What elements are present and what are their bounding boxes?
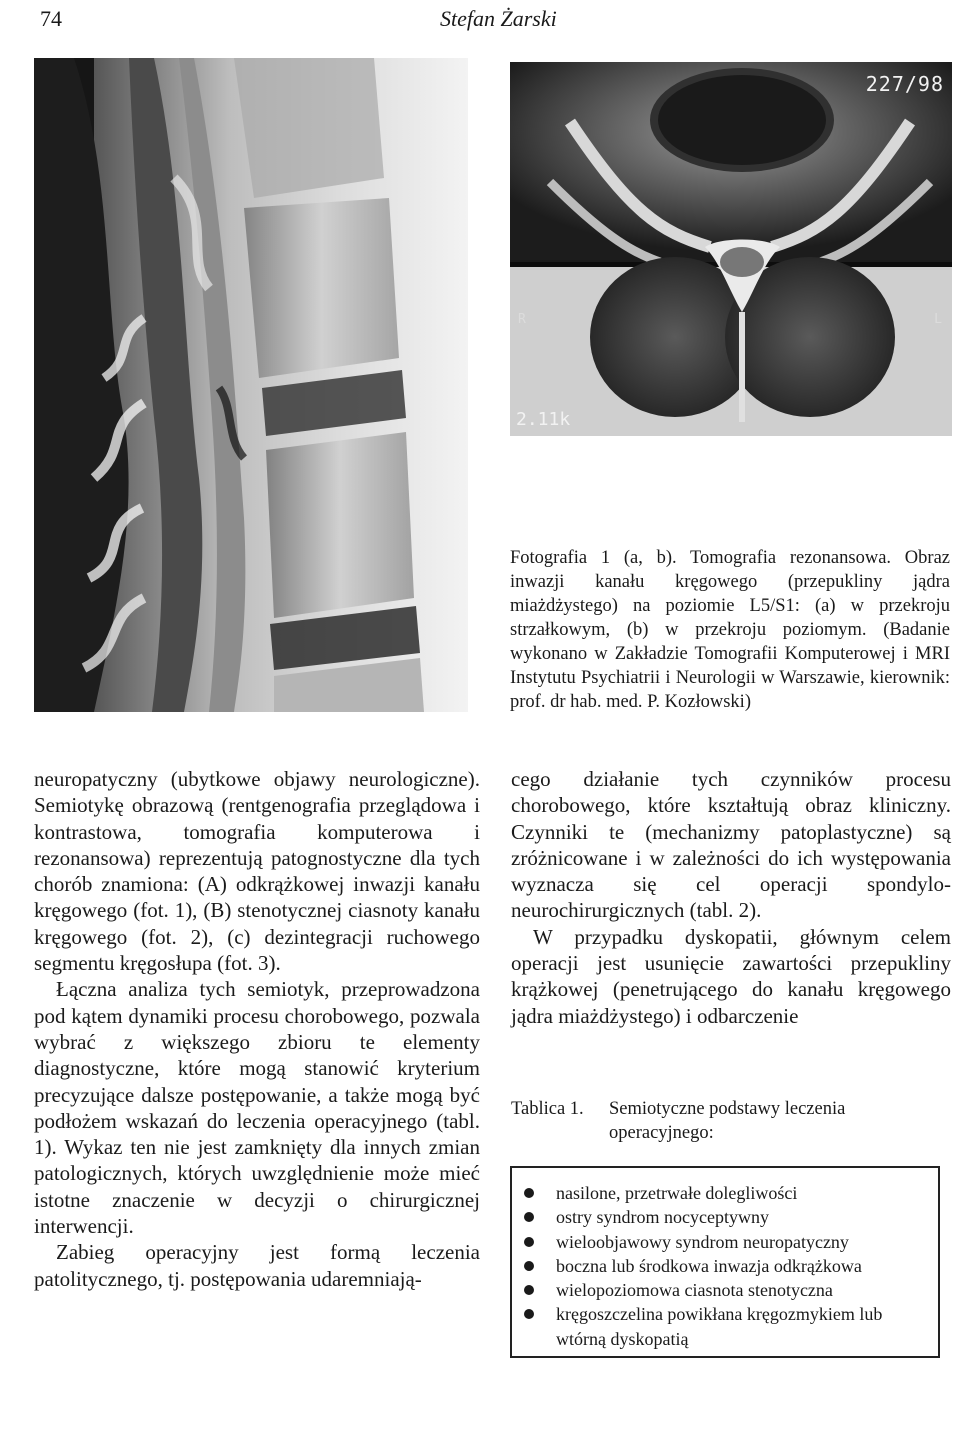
table-label: Tablica 1.	[511, 1099, 584, 1119]
bullet-icon	[524, 1285, 534, 1295]
table-caption	[511, 1097, 951, 1145]
list-item-text: nasilone, przetrwałe dolegliwości	[556, 1183, 798, 1203]
mri-axial-photo	[510, 62, 952, 436]
list-item-text: ostry syndrom nocyceptywny	[556, 1207, 769, 1228]
mri-axial-left-marker: L	[934, 312, 942, 327]
running-header-author: Stefan Żarski	[440, 6, 557, 31]
paragraph: neuropatyczny (ubytkowe objawy neurologiczne). Semiotykę obrazową (rentgenografia przeglądowa i kontrastowa, tomografia komputerowa i rezonansowa) reprezentują patognostyczne dla tych chorób znamiona: (A) odkrążkowej inwazji kanału kręgowego (fot. 1), (B) stenotycznej ciasnoty kanału kręgowego (fot. 2), (c) dezintegracji ruchowego segmentu kręgosłupa (fot. 3).	[34, 767, 480, 976]
bullet-icon	[524, 1261, 534, 1271]
list-item-text: boczna lub środkowa inwazja odkrążkowa	[556, 1255, 862, 1276]
mri-axial-scale-label: 2.11k	[516, 409, 571, 430]
bullet-icon	[524, 1188, 534, 1198]
paragraph: Zabieg operacyjny jest formą leczenia patolitycznego, tj. postępowania udaremniają-	[34, 1240, 480, 1291]
figure-caption: Fotografia 1 (a, b). Tomografia rezonansowa. Obraz inwazji kanału kręgowego (przepukliny jądra miażdżystego) na poziomie L5/S1: (a) w przekroju strzałkowym, (b) w przekroju poziomym. (Badanie wykonano w Zakładzie Tomografii Komputerowej i MRI Instytutu Psychiatrii i Neurologii w Warszawie, kierownik: prof. dr hab. med. P. Kozłowski)	[510, 548, 950, 712]
bullet-icon	[524, 1237, 534, 1247]
table-1-box	[510, 1166, 940, 1358]
paragraph: cego działanie tych czynników procesu chorobowego, które kształtują obraz kliniczny. Czynniki te (mechanizmy patoplastyczne) są zróżnicowane i w zależności do ich występowania wyznacza się cel operacji spondylo-neurochirurgicznych (tabl. 2).	[511, 767, 951, 923]
list-item-text: wieloobjawowy syndrom neuropatyczny	[556, 1231, 849, 1252]
table-1-list	[524, 1181, 928, 1351]
mri-sagittal-image	[34, 58, 468, 712]
mri-axial-image	[510, 62, 952, 436]
list-item	[524, 1181, 928, 1205]
list-item	[524, 1278, 928, 1302]
list-item-text: kręgoszczelina powikłana kręgozmykiem lub wtórną dyskopatią	[556, 1304, 883, 1349]
left-column	[34, 766, 480, 1292]
list-item	[524, 1205, 928, 1229]
table-title: Semiotyczne podstawy leczenia operacyjnego:	[609, 1099, 846, 1143]
mri-axial-id-label: 227/98	[865, 72, 944, 96]
list-item	[524, 1254, 928, 1278]
paragraph: W przypadku dyskopatii, głównym celem operacji jest usunięcie zawartości przepukliny krążkowej (penetrującego do kanału kręgowego jądra miażdżystego) i odbarczenie	[511, 924, 951, 1028]
list-item	[524, 1230, 928, 1254]
paragraph: Łączna analiza tych semiotyk, przeprowadzona pod kątem dynamiki procesu chorobowego, pozwala wybrać z większego zbioru te elementy diagnostyczne, które mogą stanowić kryterium precyzujące dalsze postępowanie, a także mogą być podłożem wskazań do leczenia operacyjnego (tabl. 1). Wykaz ten nie jest zamknięty dla innych zmian patologicznych, których uwzględnienie może mieć istotne znaczenie w decyzji o chirurgicznej interwencji.	[34, 977, 480, 1239]
page-number: 74	[40, 6, 62, 31]
list-item	[524, 1302, 928, 1351]
right-column	[511, 766, 951, 1029]
list-item-text: wielopoziomowa ciasnota stenotyczna	[556, 1280, 833, 1301]
bullet-icon	[524, 1309, 534, 1319]
mri-sagittal-photo	[34, 58, 468, 712]
mri-axial-right-marker: R	[518, 312, 526, 327]
bullet-icon	[524, 1212, 534, 1222]
